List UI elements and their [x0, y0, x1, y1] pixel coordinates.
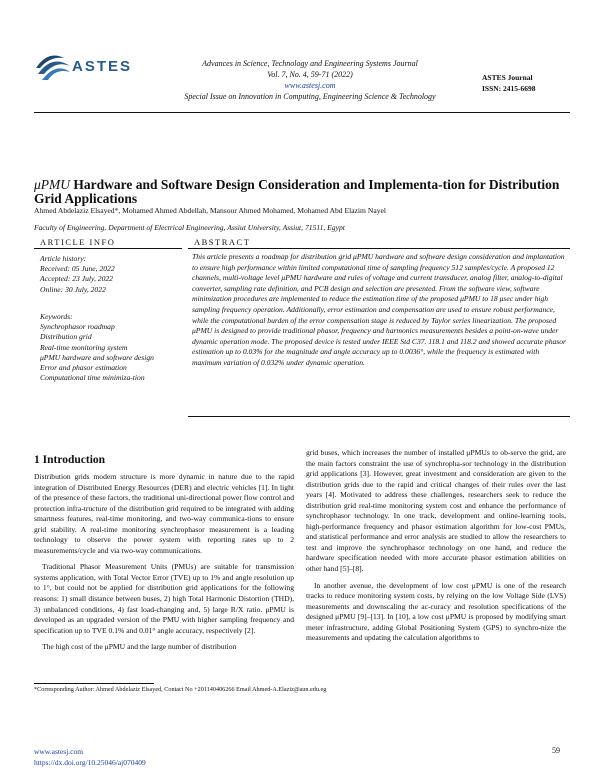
article-info-rule [34, 248, 182, 249]
keyword: Synchrophasor roadmap [40, 322, 115, 332]
header-divider [34, 112, 570, 113]
issn: ISSN: 2415-6698 [482, 84, 536, 93]
paper-title [34, 178, 574, 206]
footer-url-link[interactable]: www.astesj.com [34, 747, 84, 756]
paragraph: Distribution grids modern structure is more dynamic in nature due to the rapid integration of Distributed Energy Resources (DER) and electric vehicles [1]. In light of the presence of these factors, the traditional uni-directional power flow control and protection infra-tructure of the distribution grid required to be integrated with adding smartness features, real-time monitoring, and two-way communica-tions to ensure grid stability. A real-time monitoring synchrophasor measurement is a leading technology to observe the power system with reporting rates up to 2 measurements/cycle and via two-way communications. [34, 472, 294, 555]
page-number: 59 [552, 746, 560, 755]
keyword: Distribution grid [40, 332, 92, 342]
page-footer [34, 746, 146, 768]
authors: Ahmed Abdelaziz Elsayed*, Mohamed Ahmed Abdellah, Mansour Ahmed Mohamed, Mohamed Abd Elazim Nayel [34, 206, 386, 215]
section-heading-introduction: 1 Introduction [34, 454, 106, 466]
abstract-text: This article presents a roadmap for distribution grid μPMU hardware and software design consideration and implantation to ensure high performance within limited computational time of sampling frequency 512 samples/cycle. A proposed 12 channels, multi-voltage level μPMU hardware and rules of voltage and current transducer, analog filter, analog-to-digital converter, sampling rate definition, and PCB design and selection are presented. From the software view, software minimization procedures are implemented to reduce the estimation time of the proposed μPMU to 18 μsec under high sampling frequency operation. Additionally, error estimation and compensation are used to ensure robust performance, while the computational burden of the error compensation stage is reduced by Taylor series linearization. The proposed μPMU is designed to provide traditional phasor, frequency and harmonics measurements besides a point-on-wave under dynamic operation mode. The proposed device is tested under IEEE Std C37. 118.1 and 118.2 and showed accurate phasor estimation up to 0.03% for the magnitude and angle accuracy up to 0.0036°, while the frequency is estimated with maximum variation of 0.032% under dynamic operation. [192, 252, 567, 367]
keyword: Real-time monitoring system [40, 342, 128, 352]
journal-url-link[interactable]: www.astesj.com [284, 81, 336, 90]
footnote-rule [34, 683, 154, 684]
abstract-rule [188, 248, 570, 249]
paragraph: grid buses, which increases the number of installed μPMUs to ob-serve the grid, are the main factors constraint the use of synchropha-sor technology in the distribution grid applications [3]. However, great investment and consideration are given to the distribution grids due to the rapid and critical changes of their rules over the last years [4]. Motivated to address these challenges, researchers seek to reduce the distribution grid real-time monitoring system cost and enhance the performance of synchrophasor technology. In one track, development and online-learning tools, high-performance frequency and phasor estimation algorithm for low-cost PMUs, and statistical performance and error analysis are studied to allow the researchers to test and improve the synchrophasor technology on one hand, and reduce the hardware specification needed with more accurate phasor estimation abilities on other hand [5]–[8]. [306, 448, 566, 574]
received-date: Received: 05 June, 2022 [40, 264, 115, 274]
journal-header [150, 58, 470, 102]
footnote-corresponding-author: *Corresponding Author: Ahmed Abdelaziz Elsayed, Contact No +201140406266 Email Ahmed-A.Elaziz@aun.edu.eg [34, 686, 327, 693]
abstract-heading: ABSTRACT [194, 237, 251, 247]
footer-doi-link[interactable]: https://dx.doi.org/10.25046/aj070409 [34, 758, 146, 767]
journal-short-name: ASTES Journal [482, 73, 533, 82]
paragraph: In another avenue, the development of low cost μPMU is one of the research tracks to reduce monitoring system costs, by relying on the low Voltage Side (LVS) measurements and downscaling the ac-curacy and resolution specifications of the designed μPMU [9]–[13]. In [10], a low cost μPMU is proposed by modifying smart meter infrastructure, adding Global Positioning System (GPS) to synchro-nize the measurements and updating the calculation algorithms to [306, 580, 566, 643]
journal-issn-box [480, 72, 574, 100]
paragraph: Traditional Phasor Measurement Units (PMUs) are suitable for transmission systems application, with Total Vector Error (TVE) up to 1% and angle resolution up to 1°, but could not be applied for distribution grid applications for the following reasons: 1) small distance between buses, 2) high Total Harmonic Distortion (THD), 3) unbalanced conditions, 4) fast load-changing and, 5) large R/X ratio. μPMU is developed as an upgraded version of the PMU with higher sampling frequency and specification up to TVE 0.1% and 0.01° angle accuracy, respectively [2]. [34, 562, 294, 635]
special-issue: Special Issue on Innovation in Computing, Engineering Science & Technology [184, 92, 436, 101]
title-prefix: μPMU [34, 177, 71, 192]
paragraph: The high cost of the μPMU and the large number of distribution [42, 642, 237, 652]
keywords-label: Keywords: [40, 312, 73, 321]
article-info-heading: ARTICLE INFO [40, 237, 116, 247]
title-rest: Hardware and Software Design Consideration and Implementa-tion for Distribution Grid Applications [34, 177, 560, 206]
keyword: Computational time minimiza-tion [40, 373, 145, 383]
keywords-block [40, 312, 180, 383]
affiliation: Faculty of Engineering, Department of Electrical Engineering, Assiut University, Assiut, 71511, Egypt [34, 223, 345, 232]
abstract-bottom-rule [188, 416, 570, 417]
body-column-right [306, 448, 566, 650]
keyword: Error and phasor estimation [40, 363, 127, 373]
history-label: Article history: [40, 254, 87, 263]
journal-name: Advances in Science, Technology and Engineering Systems Journal [202, 59, 418, 68]
article-history [40, 254, 185, 295]
body-column-left [34, 472, 294, 659]
accepted-date: Accepted: 23 July, 2022 [40, 274, 113, 284]
keyword: μPMU hardware and software design [40, 352, 154, 362]
journal-volume: Vol. 7, No. 4, 59-71 (2022) [267, 70, 353, 79]
online-date: Online: 30 July, 2022 [40, 284, 106, 294]
logo-text: ASTES [72, 58, 133, 75]
